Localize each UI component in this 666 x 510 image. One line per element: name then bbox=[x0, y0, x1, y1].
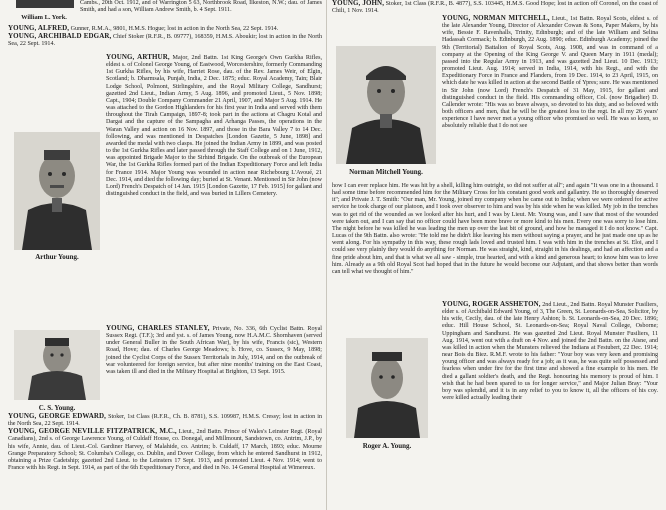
cs-portrait bbox=[14, 330, 100, 400]
left-column bbox=[8, 0, 322, 510]
entry-name: YOUNG, ARTHUR, bbox=[106, 53, 170, 61]
entry-george-edward bbox=[8, 413, 322, 428]
entry-text: Chief Stoker (R.F.R., B. 09777), 168359, H.M.S. Aboukir; lost in action in the North Sea, 22 Sept. 1914. bbox=[8, 34, 322, 48]
column-gutter bbox=[326, 0, 327, 510]
norman-portrait bbox=[336, 46, 436, 164]
entry-text: 2nd Lieut., 2nd Battn. Royal Munster Fusiliers, elder s. of Archibald Edward Young, of 3, The Green, St. Leonards-on-Sea, Solicitor, by his wife, Cecily, dau. of the late Henry Ashton; b. St. Leonards-on-Sea, 20 Dec. 1896; educ. Hill House School, St. Leonards-on-Sea; Royal Naval College, Osborne; Uppingham and Sandhurst. He was gazetted 2nd Lieut. Royal Munster Fusiliers, 11 Aug. 1914, went out with a draft on 4 Nov. and joined the 2nd Battn. on the Aisne, and was killed in action when the Munsters relieved the Indians at Festubert, 22 Dec. 1914; near Bois du Biez. R.M.F. wrote to his father: "Your boy was very keen and promising young officer and was always ready for a job; as it was, he was quite self possessed and fearless when under fire for the first time and showed a fine example to his men. He died a gallant soldier's death, and the Regt. honouring his memory is proud of him. I wish that he had been spared to us for longer service," and Major Julian Bray: "Your boy was splendid, and it is in any relief to you to know it, all the officers of his coy. were killed actually leading their bbox=[442, 302, 658, 402]
arthur-portrait bbox=[14, 132, 100, 250]
entry-archibald bbox=[8, 33, 322, 48]
entry-text: Gunner, R.M.A., 9801, H.M.S. Hogue; lost in action in the North Sea, 22 Sept. 1914. bbox=[70, 26, 279, 32]
norman-continuation: how I can ever replace him. He was hit by a shell, killing him outright, so did not suffer at all"; and again "It was one in a thousand. I had some time before recommended him for the Military Cross for his constant good work and gallantry. He so thoroughly deserved it"; and Private J. T. Smith: "Our man, Mr. Young, joined my company when he came out to India; when we were ordered for active service he took charge of our platoon, and I took over observer to him and was by his side when he was killed. My job in the trenches was to get rid of the wounded as we looked after his hurt, and I was by Lieut. Mr. Young was, and I saw that most of the wounded were taken out, and I can say that no officer could have been more brave or more kind to his men. Every one was sorry to lose him. The night before he was killed he was leading the men up over the last bit of ground, and how he managed it I do not know." Capt. Lucas of the 9th Battn. also wrote: "He told me he didn't like leaving his men without saying a prayer, and he just made one up as he went along. For his sympathy in this way, these rough lads loved and trusted him. I was with him in the trenches at St. Eloi, and I could see very plainly they would do anything for Norman. He was straight, kind, straight in his dealings, and had an affection and a fine pride about him, and that is what we all saw - simple, true hearted, and with a kind and generous heart; to know him was to love him. Already as a 9th old Royal Scot had hoped that in the future he would become our Adjutant, and that shows better than words can tell what we thought of him." bbox=[332, 183, 658, 275]
fragment-line: 63, Northbrook Road, Ilkeston, N.W.; dau. of bbox=[193, 0, 306, 6]
fragment-line: Smith, b. 4 Sept. 1911. bbox=[175, 7, 232, 14]
entry-name: YOUNG, CHARLES STANLEY, bbox=[106, 324, 210, 332]
entry-name: YOUNG, JOHN, bbox=[332, 0, 385, 7]
norman-continuation-block bbox=[332, 183, 658, 301]
entry-text: Private, No. 336, 6th Cyclist Battn. Royal Sussex Regt. (T.F.); 3rd and yst. s. of James Young, now H.A.M.C. Shornhaven (served under General Buller in the South African War), by his wife, Francis (sic), Western Road, Hove; dau. of Charles George Meadows; b. Hove, co. Sussex, 9 May, 1898; joined the Cyclist Corps of the Sussex Territorials in July, 1914, and on the outbreak of war volunteered for foreign service, but after nine months' training on the East Coast, was taken ill and died in the Military Hospital at Brighton, 13 Sept. 1915. bbox=[106, 326, 322, 375]
entry-name: YOUNG, GEORGE EDWARD, bbox=[8, 412, 107, 420]
entries-block-c bbox=[8, 413, 322, 472]
fragment-line: Cambs., 20th Oct. 1912, and of Warrington 5 bbox=[80, 0, 192, 6]
entry-name: YOUNG, ROGER ASSHETON, bbox=[442, 300, 541, 308]
entry-text: Lieut., 2nd Battn. Prince of Wales's Leinster Regt. (Royal Canadians), 2nd s. of George Lawrence Young, of Culdaff House, co. Donegal, and Millmount, Sandstown, co. Antrim, J.P., by his wife, Annie, dau. of Lieut.-Col. Gardiner Harvey, of Malahide, co. Antrim; b. Culdaff, 17 March, 1893; educ. Mourne Grange Preparatory School; St. Columba's College, co. Dublin, and Dover College, from which he entered Sandhurst in 1912, obtaining a Prize Cadetship; gazetted 2nd Lieut. to the Leinsters 17 Sept. 1913, and promoted Lieut. 4 Nov. 1914; went to France with his Regt. in Sept. 1914, as part of the 6th Expeditionary Force, and died in No. 14 General Hospital at Wimereux. bbox=[8, 429, 322, 472]
entry-text: Stoker, 1st Class (R.F.R., B. 4877), S.S. 103445, H.M.S. Good Hope; lost in action off Coronel, on the coast of Chili, 1 Nov. 1914. bbox=[332, 1, 658, 15]
arthur-caption: Arthur Young. bbox=[35, 253, 79, 261]
york-portrait bbox=[16, 0, 74, 8]
entries-block-a bbox=[8, 25, 322, 48]
norman-caption: Norman Mitchell Young. bbox=[349, 168, 423, 176]
entry-text: Major, 2nd Battn. 1st King George's Own Gurkha Rifles, eldest s. of Colonel George Young, of Eastwood, Worcestershire, formerly Commanding 1st Gurkha Rifles, by his wife, Harriet Rose, dau. of the Rev. James Weir, of Elgin, Scotland; b. Dharmsala, Punjab, India, 2 Dec. 1875; educ. Royal Academy, Tain; Blair Lodge School, Polmont, Stirlingshire, and the Royal Military College, Sandhurst; gazetted 2nd Lieut., Indian Army, 5 Aug. 1896, and promoted Lieut., 5 Nov. 1898; Capt., 1904; Double Company Commander 21 April, 1907, and Major 5 Aug. 1914. He was attached to the Gordon Highlanders for his first year in India and served with them throughout the Tirah Campaign, 1897-8; took part in the actions at Chagru Kotal and Dargai and the capture of the Sampagha and Arhanga Passes, the operations in the Waran Valley and action on 16 Nov. 1897, and those in the Bara Valley 7 to 14 Dec. following, and was mentioned in Despatches [London Gazette, 5 June, 1898] and awarded the medal with two clasps. He joined the Indian Army in 1899, and was posted to the 1st Gurkha Rifles and later passed through the Staff College and on 1 June, 1912, was appointed Brigade Major to the Sirhind Brigade. On the outbreak of the European War, the 1st Gurkha Rifles formed part of the Indian Expeditionary Force and left India for France 1914. Major Young was wounded in action near Richebourg L'Avoué, 21 Dec. 1914, and died the following day; buried at St. Venant. Mentioned in Sir John (now Lord) French's Despatch of 14 Jan. 1915 [London Gazette, 17 Feb. 1915] for gallant and distinguished conduct in the field, and was buried in Lillers Cemetery. bbox=[106, 55, 322, 197]
roger-caption: Roger A. Young. bbox=[362, 442, 412, 450]
entry-name: YOUNG, NORMAN MITCHELL, bbox=[442, 14, 550, 22]
entry-name: YOUNG, ARCHIBALD EDGAR, bbox=[8, 32, 112, 41]
entry-text: Lieut., 1st Battn. Royal Scots, eldest s. of the late Alexander Young, Director of Alexander Cowan & Sons, Paper Makers, by his wife, Bessie F. Ravenhalls, Trinity, Edinburgh; and of the late William and Selina Hadassah Cormack; b. Edinburgh, 22 Aug. 1890; educ. Edinburgh Academy; joined the 9th (Territorial) Battalion of Royal Scots, Aug. 1908, and was in command of a company at the Opening of the King George V. and Queen Mary in 1911 (medal); passed into the Regular Army in 1913, and was gazetted 2nd Lieut. 10 Dec. 1913; promoted Lieut. Aug. 1914; served in India, 1914, with his Regt., and with the Expeditionary Force in France and Flanders, from 19 Dec. 1914, to 23 April, 1915, on which date he was killed in action at the second Battle of Ypres; sure. He was mentioned in Sir John (now Lord) French's Despatch of 31 May, 1915, for gallant and distinguished conduct in the field. His commanding officer, Col. (now Brigadier) D. Callender wrote: "His was so brave always, so devoted to his duty, and so beloved with both officers and men, that he will be the greatest loss to the regt. In all my 26 years' experience I have never met a young officer who promised so well. He was so keen, so absolutely reliable that I do not see bbox=[442, 16, 658, 130]
entry-text: Stoker, 1st Class (R.F.R., Ch. B. 8781), S.S. 109987, H.M.S. Cressy; lost in action in the North Sea, 22 Sept. 1914. bbox=[8, 414, 322, 428]
york-caption: William L. York. bbox=[21, 14, 67, 21]
entry-george-neville bbox=[8, 428, 322, 472]
right-column bbox=[332, 0, 658, 510]
entry-name: YOUNG, GEORGE NEVILLE FITZPATRICK, M.C., bbox=[8, 427, 177, 436]
cs-caption: C. S. Young. bbox=[38, 404, 76, 412]
fragment-line: James Smith, and had a son, William Andrew bbox=[80, 0, 322, 14]
entry-name: YOUNG, ALFRED, bbox=[8, 24, 70, 32]
roger-portrait bbox=[346, 338, 428, 438]
